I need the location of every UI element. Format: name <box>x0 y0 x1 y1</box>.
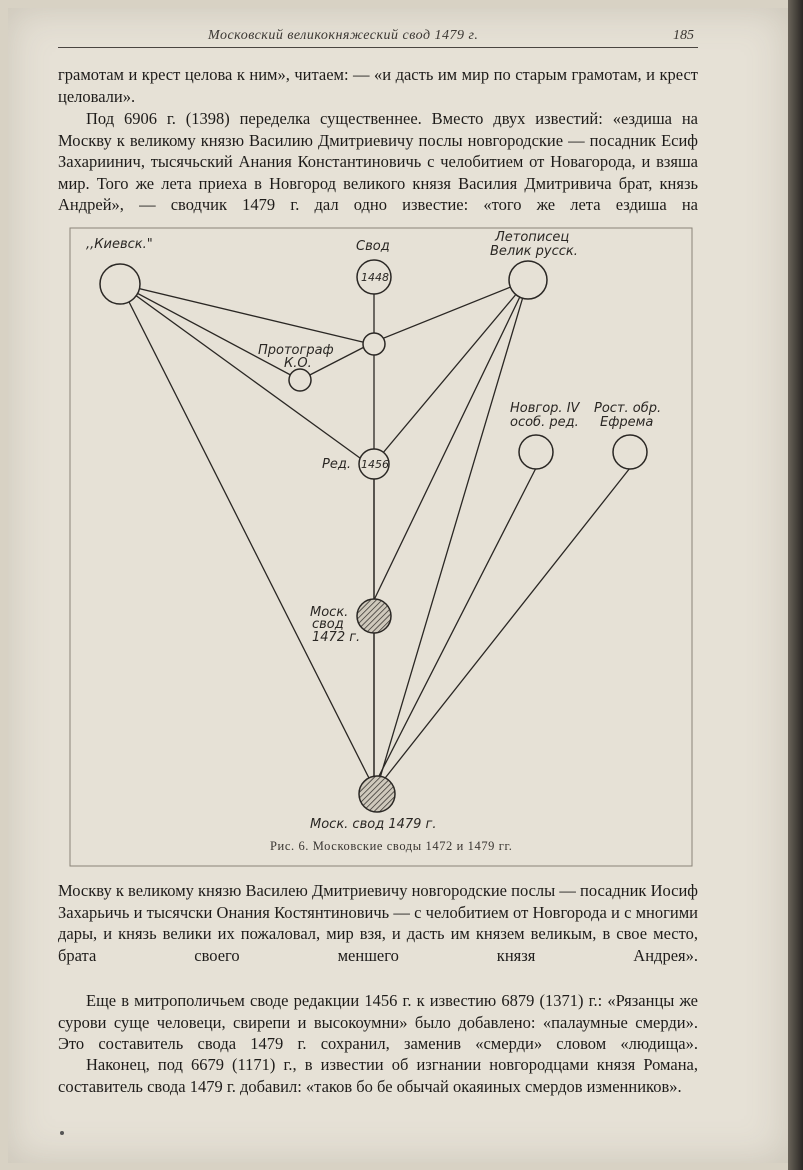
node-kievsk <box>100 264 140 304</box>
label-rost-2: Ефрема <box>600 415 654 430</box>
running-title: Московский великокняжеский свод 1479 г. <box>208 28 479 43</box>
book-spine-shadow <box>788 0 803 1170</box>
node-mosk-1472 <box>357 599 391 633</box>
node-rost-efrem <box>613 435 647 469</box>
label-mosk1472-1: Моск. <box>310 605 349 620</box>
node-novgor-iv <box>519 435 553 469</box>
label-svod-year: 1448 <box>361 271 389 284</box>
edge-kievsk-ko <box>120 284 300 380</box>
paragraph-5: Наконец, под 6679 (1171) г., в известии об изгнании новгородцами князя Романа, составитель свода 1479 г. добавил: «таков бо бе обычай окаяиных смердов изменников». <box>58 1055 698 1096</box>
label-rost-1: Рост. обр. <box>594 401 662 416</box>
label-red: Ред. <box>322 457 351 472</box>
label-protograf-2: К.О. <box>284 356 312 371</box>
stemma-diagram <box>58 222 698 878</box>
label-novgor-1: Новгор. IV <box>510 401 580 416</box>
label-svod: Свод <box>356 239 390 254</box>
paragraph-3: Москву к великому князю Василею Дмитриевичу новгородские послы — посадник Иосиф Захарьичь и тысячски Онания Костянтиновичь — с челобитием от Новгорода и с многими дары, и князь велики их пожаловал, мир взя, и дасть им князем великым, в свое место, брата своего меншего князя Андрея». <box>58 881 698 965</box>
paragraph-2: Под 6906 г. (1398) переделка существеннее. Вместо двух известий: «ездиша на Москву к великому князю Василию Дмитриевичу послы новгородские — посадник Есиф Захариинич, тысячьский Анания Константиновичь с челобитием от Новагорода, и взяша мир. Того же лета приеха в Новгород великого князя Василия Дмитривича брат, князь Андрей», — сводчик 1479 г. дал одно известие: «того же лета ездиша на <box>58 109 698 214</box>
running-header <box>58 28 698 48</box>
node-mosk-1479 <box>359 776 395 812</box>
node-letopisets <box>509 261 547 299</box>
label-mosk1472-2: свод <box>312 617 344 632</box>
label-kievsk: ,,Киевск." <box>86 237 153 252</box>
label-novgor-2: особ. ред. <box>510 415 579 430</box>
edge-rost-mosk1479 <box>382 468 630 782</box>
label-letopisets-2: Велик русск. <box>490 244 578 259</box>
header-rule <box>58 47 698 48</box>
paragraph-4: Еще в митрополичьем своде редакции 1456 г. к известию 6879 (1371) г.: «Рязанцы же сурови суще человеци, свирепи и высокоумни» было добавлено: «палаумные смерди». Это составитель свода 1479 г. сохранил, заменив «смерди» словом «людища». <box>58 991 698 1053</box>
edge-kievsk-protograf <box>120 284 371 344</box>
edge-letopisets-protograf <box>374 280 528 342</box>
page-speck <box>60 1131 64 1135</box>
figure-frame <box>70 228 692 866</box>
label-red-year: 1456 <box>361 458 389 471</box>
edge-novgor-mosk1479 <box>378 468 536 778</box>
label-protograf-1: Протограф <box>258 343 334 358</box>
edge-letopisets-mosk1479 <box>377 280 528 788</box>
edge-letopisets-red1456 <box>372 280 528 466</box>
label-mosk1479: Моск. свод 1479 г. <box>310 817 437 832</box>
figure-caption: Рис. 6. Московские своды 1472 и 1479 гг. <box>270 839 513 853</box>
label-mosk1472-3: 1472 г. <box>312 630 361 645</box>
node-ko <box>289 369 311 391</box>
label-letopisets-1: Летописец <box>495 230 570 245</box>
edge-kievsk-red1456 <box>120 284 371 466</box>
page-number: 185 <box>673 28 694 43</box>
edge-letopisets-mosk1472 <box>374 280 528 600</box>
stemma-figure <box>58 222 698 878</box>
paragraph-1: грамотам и крест целова к ним», читаем: — «и дасть им мир по старым грамотам, и крест целовали». <box>58 65 698 106</box>
node-protograf <box>363 333 385 355</box>
